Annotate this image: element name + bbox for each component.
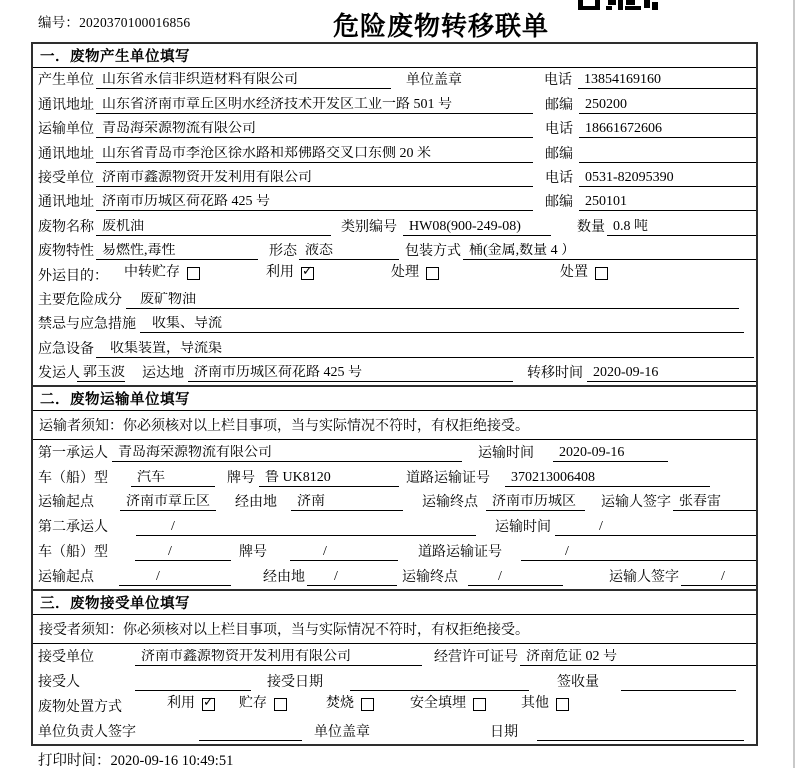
taboo-measures-row: [33, 312, 756, 336]
checkbox-incinerate[interactable]: [361, 698, 374, 711]
receiver-zip-value: 250101: [579, 194, 756, 211]
origin-value-2: /: [119, 569, 231, 586]
purpose-row: [33, 263, 756, 287]
via-value: 济南: [291, 494, 403, 511]
disposal-option-store: [239, 696, 287, 712]
transport-time-value-2: /: [555, 519, 756, 536]
serial-value: 2020370100016856: [79, 15, 191, 30]
unit-seal-label: 单位盖章: [314, 724, 370, 740]
disposal-method-row: [33, 694, 756, 719]
road-permit-value-2: /: [521, 544, 756, 561]
waste-character-value: 易燃性,毒性: [96, 243, 258, 260]
purpose-option-transit-storage: [124, 265, 200, 281]
packing-value: 桶(金属,数量 4 ）: [463, 243, 756, 260]
purpose-dispose-label: 处置: [560, 265, 588, 281]
plate-label: 牌号: [239, 545, 267, 561]
vehicle-type-label: 车（船）型: [38, 545, 108, 561]
emergency-equipment-label: 应急设备: [38, 341, 94, 357]
head-signature-row: [33, 719, 756, 744]
transporter-sign-value-2: /: [681, 569, 756, 586]
transporter-sign-label: 运输人签字: [601, 495, 671, 511]
vehicle-row-2: [33, 539, 756, 564]
producer-address-row: [33, 92, 756, 116]
accept-unit-value: 济南市鑫源物资开发利用有限公司: [135, 649, 422, 666]
serial-number-line: [38, 11, 190, 31]
origin-value: 济南市章丘区: [120, 494, 216, 511]
disposal-landfill-label: 安全填埋: [410, 696, 466, 712]
checkbox-utilize[interactable]: [301, 267, 314, 280]
second-carrier-label: 第二承运人: [38, 520, 108, 536]
date-value: [537, 724, 744, 741]
purpose-option-utilize: [266, 265, 314, 281]
plate-value: 鲁 UK8120: [259, 470, 399, 487]
via-value-2: /: [307, 569, 397, 586]
accept-person-row: [33, 669, 756, 694]
route-row-1: [33, 490, 756, 515]
purpose-utilize-label: 利用: [266, 265, 294, 281]
hazard-component-label: 主要危险成分: [38, 292, 122, 308]
hazard-component-value: 废矿物油: [126, 292, 739, 309]
checkbox-dispose[interactable]: [595, 267, 608, 280]
purpose-option-dispose: [560, 265, 608, 281]
transporter-label: 运输单位: [38, 122, 94, 138]
first-carrier-label: 第一承运人: [38, 445, 108, 461]
disposal-option-utilize: [167, 696, 215, 712]
transport-time-label: 运输时间: [495, 520, 551, 536]
terminus-value-2: /: [468, 569, 563, 586]
purpose-treat-label: 处理: [391, 265, 419, 281]
receiver-notice: 接受者须知：你必须核对以上栏目事项，当与实际情况不符时，有权拒绝接受。: [33, 615, 756, 644]
receiver-label: 接受单位: [38, 170, 94, 186]
purpose-label: 外运目的：: [38, 268, 108, 284]
via-label: 经由地: [235, 495, 277, 511]
disposal-utilize-label: 利用: [167, 696, 195, 712]
producer-label: 产生单位: [38, 73, 94, 89]
zip-label: 邮编: [545, 97, 573, 113]
road-permit-value: 370213006408: [505, 470, 710, 487]
transport-time-label: 运输时间: [478, 445, 534, 461]
terminus-value: 济南市历城区: [486, 494, 585, 511]
receiver-row: [33, 166, 756, 190]
purpose-option-treat: [391, 265, 439, 281]
producer-row: [33, 68, 756, 92]
sender-value: 郭玉波: [77, 365, 125, 382]
head-signature-label: 单位负责人签字: [38, 724, 136, 740]
disposal-incinerate-label: 焚烧: [326, 696, 354, 712]
transporter-value: 青岛海荣源物流有限公司: [96, 121, 533, 138]
permit-number-value: 济南危证 02 号: [520, 649, 756, 666]
terminus-label: 运输终点: [402, 569, 458, 585]
accept-person-value: [135, 674, 251, 691]
date-label: 日期: [490, 724, 518, 740]
page-right-edge: [793, 0, 795, 768]
vehicle-type-label: 车（船）型: [38, 470, 108, 486]
manifest-form: [31, 42, 758, 746]
receiver-phone-value: 0531-82095390: [579, 170, 756, 187]
sender-row: [33, 361, 756, 385]
received-amount-value: [621, 674, 736, 691]
section3-header: 三．废物接受单位填写: [33, 589, 756, 615]
accept-date-label: 接受日期: [267, 674, 323, 690]
print-time-line: [38, 749, 233, 770]
route-row-2: [33, 564, 756, 589]
zip-label: 邮编: [545, 146, 573, 162]
taboo-measures-label: 禁忌与应急措施: [38, 317, 136, 333]
quantity-value: 0.8 吨: [607, 219, 756, 236]
head-signature-value: [199, 724, 302, 741]
transport-time-value: 2020-09-16: [553, 445, 668, 462]
receiver-value: 济南市鑫源物资开发利用有限公司: [96, 170, 533, 187]
waste-name-value: 废机油: [96, 219, 331, 236]
phone-label: 电话: [544, 73, 572, 89]
disposal-option-incinerate: [326, 696, 374, 712]
emergency-equipment-row: [33, 336, 756, 360]
terminus-label: 运输终点: [422, 495, 478, 511]
plate-label: 牌号: [227, 470, 255, 486]
plate-value-2: /: [290, 544, 398, 561]
transporter-address-value: 山东省青岛市李沧区徐水路和郑佛路交叉口东侧 20 米: [96, 146, 533, 163]
producer-phone-value: 13854169160: [578, 72, 756, 89]
accept-unit-label: 接受单位: [38, 649, 94, 665]
category-code-label: 类别编号: [341, 219, 397, 235]
disposal-option-other: [521, 696, 569, 712]
taboo-measures-value: 收集、导流: [140, 316, 744, 333]
disposal-method-label: 废物处置方式: [38, 699, 122, 715]
phone-label: 电话: [545, 170, 573, 186]
disposal-store-label: 贮存: [239, 696, 267, 712]
section1-header: 一．废物产生单位填写: [33, 44, 756, 68]
first-carrier-row: [33, 440, 756, 465]
transporter-notice: 运输者须知：你必须核对以上栏目事项，当与实际情况不符时，有权拒绝接受。: [33, 411, 756, 440]
form-state-label: 形态: [269, 244, 297, 260]
disposal-other-label: 其他: [521, 696, 549, 712]
receiver-address-row: [33, 190, 756, 214]
second-carrier-row: [33, 514, 756, 539]
emergency-equipment-value: 收集装置，导流渠: [96, 341, 754, 358]
waste-character-label: 废物特性: [38, 244, 94, 260]
transporter-sign-label: 运输人签字: [609, 569, 679, 585]
section2-header: 二．废物运输单位填写: [33, 385, 756, 411]
waste-name-label: 废物名称: [38, 219, 94, 235]
road-permit-label: 道路运输证号: [406, 470, 490, 486]
print-time-value: 2020-09-16 10:49:51: [110, 753, 234, 769]
vehicle-row-1: [33, 465, 756, 490]
origin-label: 运输起点: [38, 569, 94, 585]
transporter-row: [33, 117, 756, 141]
transporter-zip-value: [579, 146, 756, 163]
vehicle-type-value-2: /: [135, 544, 231, 561]
quantity-label: 数量: [577, 219, 605, 235]
accept-person-label: 接受人: [38, 674, 80, 690]
disposal-option-landfill: [410, 696, 486, 712]
checkbox-store[interactable]: [274, 698, 287, 711]
permit-number-label: 经营许可证号: [434, 649, 518, 665]
checkbox-transit-storage[interactable]: [187, 267, 200, 280]
checkbox-landfill[interactable]: [473, 698, 486, 711]
zip-label: 邮编: [545, 195, 573, 211]
print-time-label: 打印时间：: [38, 753, 111, 769]
received-amount-label: 签收量: [557, 674, 599, 690]
transfer-time-label: 转移时间: [527, 366, 583, 382]
phone-label: 电话: [545, 122, 573, 138]
transfer-time-value: 2020-09-16: [587, 365, 756, 382]
category-code-value: HW08(900-249-08): [403, 219, 551, 236]
producer-zip-value: 250200: [579, 97, 756, 114]
serial-label: 编号：: [38, 15, 80, 30]
producer-value: 山东省永信非织造材料有限公司: [96, 72, 391, 89]
waste-name-row: [33, 214, 756, 238]
transporter-phone-value: 18661672606: [579, 121, 756, 138]
packing-label: 包装方式: [405, 244, 461, 260]
transporter-sign-value: 张春雷: [673, 494, 756, 511]
hazard-component-row: [33, 288, 756, 312]
road-permit-label: 道路运输证号: [418, 545, 502, 561]
accept-date-value: [350, 674, 529, 691]
destination-label: 运达地: [142, 366, 184, 382]
accept-unit-row: [33, 644, 756, 669]
checkbox-utilize[interactable]: [202, 698, 215, 711]
purpose-transit-storage-label: 中转贮存: [124, 265, 180, 281]
second-carrier-value: /: [136, 519, 476, 536]
address-label: 通讯地址: [38, 195, 94, 211]
destination-value: 济南市历城区荷花路 425 号: [188, 365, 513, 382]
origin-label: 运输起点: [38, 495, 94, 511]
transporter-address-row: [33, 141, 756, 165]
unit-seal-label: 单位盖章: [406, 73, 462, 89]
page-title: 危险废物转移联单: [333, 11, 550, 41]
sender-label: 发运人: [38, 366, 80, 382]
checkbox-treat[interactable]: [426, 267, 439, 280]
qr-code-fragment: [578, 0, 658, 10]
vehicle-type-value: 汽车: [131, 470, 215, 487]
producer-address-value: 山东省济南市章丘区明水经济技术开发区工业一路 501 号: [96, 97, 533, 114]
form-state-value: 液态: [299, 243, 399, 260]
checkbox-other[interactable]: [556, 698, 569, 711]
address-label: 通讯地址: [38, 97, 94, 113]
waste-character-row: [33, 239, 756, 263]
first-carrier-value: 青岛海荣源物流有限公司: [112, 445, 462, 462]
receiver-address-value: 济南市历城区荷花路 425 号: [96, 194, 533, 211]
address-label: 通讯地址: [38, 146, 94, 162]
via-label: 经由地: [263, 569, 305, 585]
